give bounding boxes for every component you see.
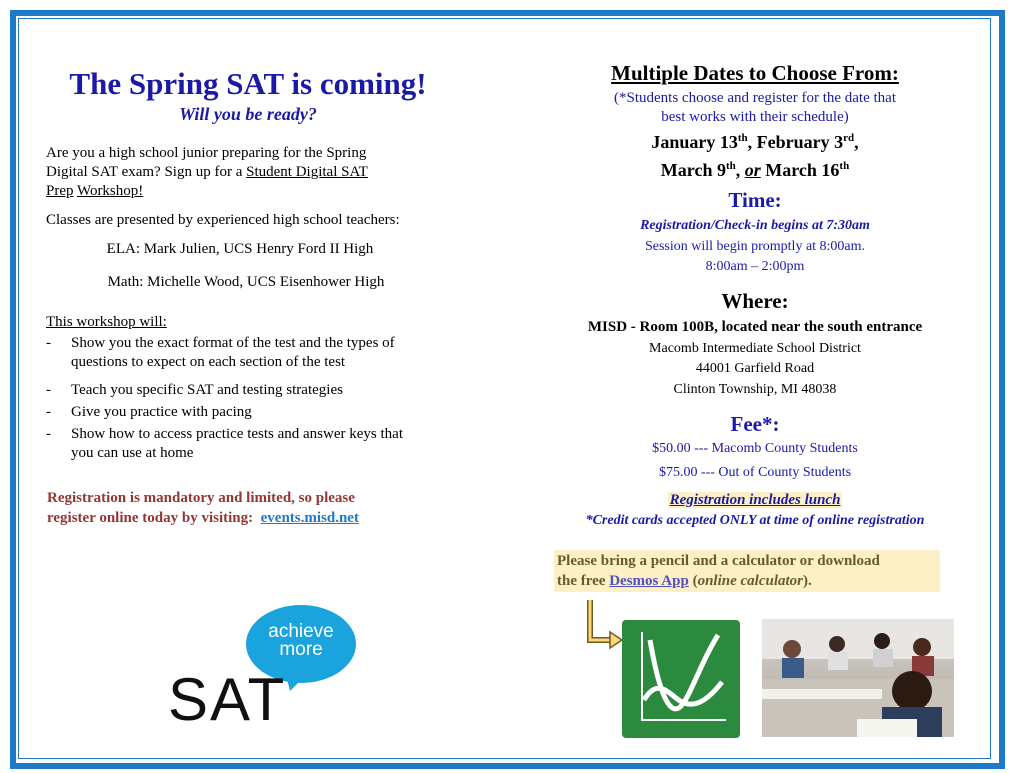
- dates-note: (*Students choose and register for the date that best works with their schedule): [614, 90, 896, 125]
- workshop-heading: This workshop will:: [46, 314, 167, 330]
- arrow-icon: [586, 598, 626, 650]
- fee-out-of-county: $75.00 --- Out of County Students: [658, 465, 852, 480]
- fee-heading: Fee*:: [730, 412, 780, 436]
- fee-macomb: $50.00 --- Macomb County Students: [652, 441, 858, 456]
- bullet-item: - Teach you specific SAT and testing strategies: [46, 382, 343, 398]
- intro-line-1: Are you a high school junior preparing for the Spring: [46, 145, 367, 161]
- achieve-more-bubble: achieve more: [246, 605, 356, 683]
- workshop-link-1[interactable]: Student Digital SAT: [246, 164, 368, 180]
- where-line-3: Clinton Township, MI 48038: [673, 382, 837, 397]
- intro-line-3: [46, 182, 466, 201]
- page-subtitle: Will you be ready?: [179, 104, 317, 124]
- fee-lunch: Registration includes lunch: [669, 492, 841, 508]
- bubble-tail-icon: [286, 675, 306, 691]
- students-photo-illustration: [762, 619, 954, 737]
- classes-text: Classes are presented by experienced high school teachers:: [46, 212, 400, 228]
- fee-credit-cards: *Credit cards accepted ONLY at time of online registration: [585, 513, 925, 528]
- dates-line-1: January 13th, February 3rd,: [651, 132, 859, 152]
- time-checkin: Registration/Check-in begins at 7:30am: [640, 218, 870, 233]
- time-session: Session will begin promptly at 8:00am.: [644, 239, 866, 254]
- workshop-link-2[interactable]: Prep: [46, 183, 74, 199]
- fee-lunch-row: [530, 491, 980, 509]
- time-range: 8:00am – 2:00pm: [705, 259, 805, 274]
- where-line-1: Macomb Intermediate School District: [649, 341, 861, 356]
- time-heading: Time:: [728, 188, 782, 212]
- bullet-item: - Give you practice with pacing: [46, 404, 252, 420]
- teacher-math: Math: Michelle Wood, UCS Eisenhower High: [107, 274, 385, 290]
- sat-logo: [168, 605, 368, 735]
- dates-heading: Multiple Dates to Choose From:: [611, 61, 899, 85]
- where-heading: Where:: [721, 289, 789, 313]
- desmos-link[interactable]: Desmos App: [609, 573, 689, 589]
- registration-notice: Registration is mandatory and limited, so please register online today by visiting: events.misd.net: [47, 490, 359, 526]
- workshop-link-3[interactable]: Workshop!: [76, 183, 144, 199]
- desmos-graph-icon: [622, 620, 740, 738]
- teacher-ela: ELA: Mark Julien, UCS Henry Ford II High: [106, 241, 374, 257]
- intro-paragraph: [46, 144, 466, 201]
- desmos-app-icon: [622, 620, 740, 738]
- intro-line-2: Digital SAT exam? Sign up for a Student Digital SAT: [46, 164, 368, 180]
- bring-note: Please bring a pencil and a calculator or download the free Desmos App (online calculator).: [554, 550, 940, 592]
- bullet-item: - Show how to access practice tests and answer keys that you can use at home: [46, 426, 403, 461]
- where-room: MISD - Room 100B, located near the south entrance: [587, 319, 923, 335]
- where-line-2: 44001 Garfield Road: [695, 361, 815, 376]
- page-title: The Spring SAT is coming!: [69, 66, 427, 101]
- students-testing-photo: [762, 619, 954, 737]
- dates-line-2: March 9th, or March 16th: [660, 160, 850, 180]
- bullet-item: - Show you the exact format of the test and the types of questions to expect on each section of the test: [46, 335, 395, 370]
- sat-wordmark: SAT: [168, 666, 287, 733]
- events-link[interactable]: events.misd.net: [260, 510, 359, 526]
